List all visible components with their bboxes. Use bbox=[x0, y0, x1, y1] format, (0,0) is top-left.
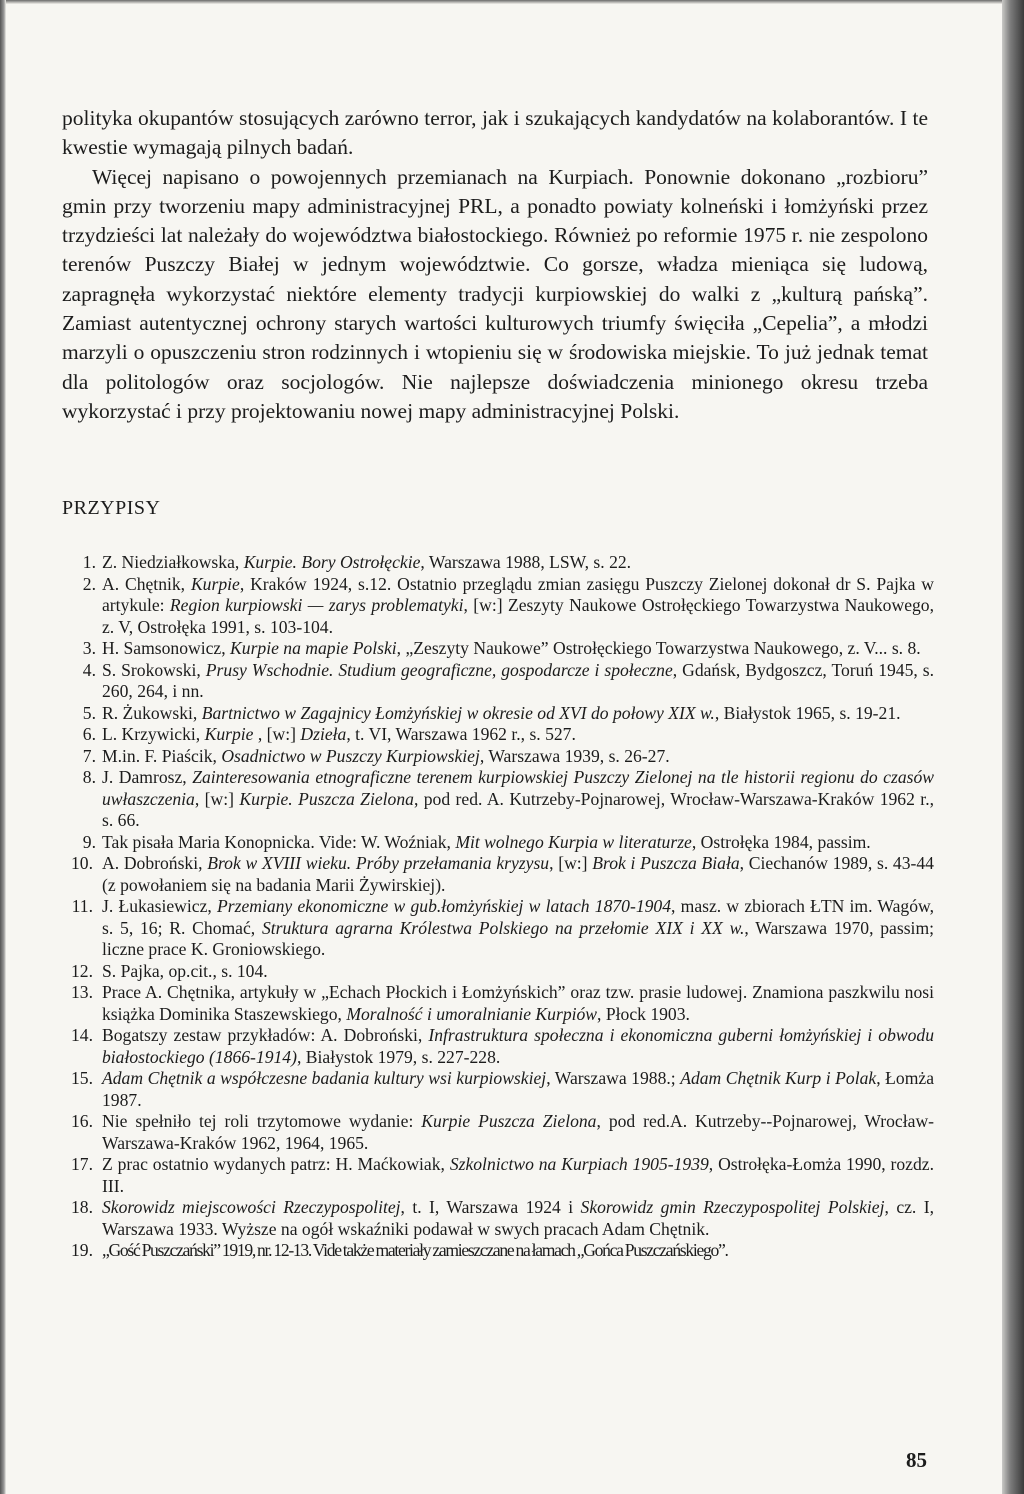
page-top-shadow bbox=[0, 0, 1002, 4]
footnote-segment: , cz. I, Warszawa 1933. Wyższe na ogół wskaźniki podawał w swych pracach Adam Chętnik. bbox=[102, 1197, 934, 1239]
footnote-segment: , [w:] bbox=[549, 853, 593, 873]
footnote-segment: , pod red.A. Kutrzeby--Pojnarowej, Wrocław-Warszawa-Kraków 1962, 1964, 1965. bbox=[102, 1111, 935, 1153]
footnote-title: Dzieła bbox=[300, 724, 347, 744]
footnote-segment: , [w:] Zeszyty Naukowe Ostrołęckiego Towarzystwa Naukowego, z. V, Ostrołęka 1991, s. 103-104. bbox=[102, 595, 934, 637]
footnote bbox=[62, 552, 934, 574]
footnote bbox=[62, 703, 934, 725]
footnote-segment: , Łomża 1987. bbox=[102, 1068, 934, 1110]
footnote bbox=[62, 724, 934, 746]
footnote-segment: , [w:] bbox=[253, 724, 301, 744]
footnote-segment: , Warszawa 1939, s. 26-27. bbox=[479, 745, 670, 766]
footnote bbox=[62, 638, 934, 660]
footnote-number: 1. bbox=[82, 552, 96, 572]
footnote-number: 7. bbox=[82, 745, 96, 766]
footnote bbox=[62, 853, 934, 896]
footnote-title: Kurpie. Puszcza Zielona bbox=[239, 788, 414, 809]
footnote-title: Przemiany ekonomiczne w gub.łomżyńskiej w latach 1870-1904 bbox=[217, 896, 672, 916]
footnote-number: 8. bbox=[82, 767, 96, 787]
footnote-text bbox=[102, 896, 934, 959]
footnote bbox=[62, 1197, 934, 1240]
footnote bbox=[62, 1068, 934, 1111]
footnote-title: Struktura agrarna Królestwa Polskiego na przełomie XIX i XX w. bbox=[261, 917, 745, 938]
footnote-segment: , Białystok 1965, s. 19-21. bbox=[714, 702, 901, 723]
footnote-segment: Z prac ostatnio wydanych patrz: H. Maćkowiak, bbox=[102, 1154, 450, 1174]
footnote-title: Adam Chętnik Kurp i Polak bbox=[680, 1068, 877, 1088]
footnote-number: 15. bbox=[71, 1068, 93, 1088]
footnote-text bbox=[102, 703, 901, 723]
footnote-text bbox=[102, 1025, 934, 1067]
footnote-number: 4. bbox=[82, 659, 96, 680]
footnote-title: Kurpie na mapie Polski bbox=[230, 638, 397, 658]
footnote-segment: , pod red. A. Kutrzeby-Pojnarowej, Wrocław-Warszawa-Kraków 1962 r., s. 66. bbox=[102, 788, 934, 830]
footnote-text bbox=[102, 1068, 934, 1110]
footnote-segment: Nie spełniło tej roli trzytomowe wydanie: bbox=[102, 1111, 422, 1131]
footnote-segment: , masz. w zbiorach ŁTN im. Wagów, s. 5, 16; R. Chomać, bbox=[102, 896, 934, 938]
footnote-text bbox=[102, 982, 934, 1024]
footnote-title: Region kurpiowski — zarys problematyki bbox=[169, 595, 464, 615]
footnote-text bbox=[102, 1240, 728, 1260]
footnote-number: 2. bbox=[82, 573, 96, 594]
footnote bbox=[62, 1025, 934, 1068]
footnote-title: Prusy Wschodnie. Studium geograficzne, gospodarcze i społeczne bbox=[205, 659, 673, 680]
footnotes-list bbox=[62, 552, 934, 1262]
page-number: 85 bbox=[906, 1448, 927, 1472]
footnote-text bbox=[102, 1154, 934, 1196]
footnote-segment: R. Żukowski, bbox=[102, 702, 202, 723]
footnote bbox=[62, 1154, 934, 1197]
footnote-text bbox=[102, 746, 670, 766]
page-left-shadow bbox=[0, 0, 6, 1494]
footnote-segment: S. Srokowski, bbox=[102, 659, 206, 680]
footnote-segment: , Warszawa 1970, passim; liczne prace K. Groniowskiego. bbox=[102, 917, 935, 959]
footnote-segment: , Ostrołęka-Łomża 1990, rozdz. III. bbox=[102, 1154, 934, 1196]
footnote bbox=[62, 1240, 934, 1262]
footnote bbox=[62, 961, 934, 983]
footnote-segment: , Gdańsk, Bydgoszcz, Toruń 1945, s. 260, 264, i nn. bbox=[102, 659, 934, 701]
footnote-segment: , t. VI, Warszawa 1962 r., s. 527. bbox=[346, 724, 576, 744]
footnote-segment: L. Krzywicki, bbox=[102, 724, 205, 744]
footnote-number: 16. bbox=[71, 1111, 93, 1131]
footnote-number: 10. bbox=[71, 853, 93, 873]
footnote-segment: , „Zeszyty Naukowe” Ostrołęckiego Towarzystwa Naukowego, z. V... s. 8. bbox=[396, 638, 921, 658]
footnote-text bbox=[102, 1111, 934, 1153]
footnote-number: 19. bbox=[71, 1240, 93, 1260]
footnote-text bbox=[102, 832, 871, 852]
footnote-segment: M.in. F. Piaścik, bbox=[102, 745, 222, 766]
footnote-segment: , Białystok 1979, s. 227-228. bbox=[296, 1046, 501, 1067]
footnote-number: 5. bbox=[82, 702, 96, 723]
footnote-segment: , Kraków 1924, s.12. Ostatnio przeglądu zmian zasięgu Puszczy Zielonej dokonał dr S. Pajka w artykule: bbox=[102, 573, 934, 615]
footnote-number: 9. bbox=[82, 831, 96, 852]
footnote-segment: H. Samsonowicz, bbox=[102, 638, 231, 658]
footnote-title: Adam Chętnik a współczesne badania kultury wsi kurpiowskiej bbox=[102, 1068, 547, 1088]
scan-edge bbox=[1002, 0, 1024, 1494]
footnotes-heading: PRZYPISY bbox=[62, 497, 161, 519]
footnote-segment: A. Chętnik, bbox=[102, 573, 191, 594]
footnote-text bbox=[102, 552, 631, 572]
paragraph-1: polityka okupantów stosujących zarówno terror, jak i szukających kandydatów na kolaborantów. I te kwestie wymagają pilnych badań. bbox=[62, 106, 928, 160]
footnote-segment: S. Pajka, op.cit., s. 104. bbox=[102, 960, 268, 981]
footnote bbox=[62, 767, 934, 832]
footnote-number: 11. bbox=[71, 896, 93, 916]
footnote-title: Infrastruktura społeczna i ekonomiczna guberni łomżyńskiej i obwodu białostockiego (1866-1914) bbox=[102, 1025, 934, 1067]
footnote-title: Brok w XVIII wieku. Próby przełamania kryzysu bbox=[207, 853, 550, 873]
footnote-title: Bartnictwo w Zagajnicy Łomżyńskiej w okresie od XVI do połowy XIX w. bbox=[201, 702, 715, 723]
footnote-title: Brok i Puszcza Biała bbox=[592, 853, 740, 873]
footnote-segment: , Płock 1903. bbox=[597, 1003, 690, 1024]
footnote bbox=[62, 1111, 934, 1154]
footnote-title: Kurpie Puszcza Zielona bbox=[421, 1111, 597, 1131]
footnote-text bbox=[102, 853, 934, 895]
footnote-segment: Prace A. Chętnika, artykuły w „Echach Płockich i Łomżyńskich” oraz tzw. prasie ludowej. Znamiona paszkwilu nosi książka Dominika Staszewskiego, bbox=[102, 982, 934, 1024]
footnote-segment: „Gość Puszczański” 1919, nr. 12-13. Vide także materiały zamieszczane na łamach „Gońca Puszczańskiego”. bbox=[102, 1240, 728, 1260]
footnote bbox=[62, 660, 934, 703]
footnote-number: 17. bbox=[71, 1154, 93, 1174]
footnote-segment: A. Dobroński, bbox=[102, 853, 208, 873]
footnote-segment: Z. Niedziałkowska, bbox=[102, 552, 244, 572]
footnote-title: Kurpie. Bory Ostrołęckie bbox=[243, 552, 421, 572]
footnote bbox=[62, 896, 934, 961]
footnote-text bbox=[102, 574, 934, 637]
footnote-number: 3. bbox=[82, 638, 96, 658]
footnote-number: 6. bbox=[82, 724, 96, 744]
footnote-segment: , Warszawa 1988, LSW, s. 22. bbox=[420, 552, 632, 572]
footnote-title: Szkolnictwo na Kurpiach 1905-1939 bbox=[449, 1154, 709, 1174]
footnote-segment: , t. I, Warszawa 1924 i bbox=[400, 1197, 581, 1217]
footnote-title: Zainteresowania etnograficzne terenem kurpiowskiej Puszczy Zielonej na tle historii regionu do czasów uwłaszczenia bbox=[102, 767, 934, 809]
footnote-title: Osadnictwo w Puszczy Kurpiowskiej bbox=[221, 745, 480, 766]
footnote-title: Moralność i umoralnianie Kurpiów bbox=[346, 1003, 598, 1024]
footnote-segment: Tak pisała Maria Konopnicka. Vide: W. Woźniak, bbox=[102, 831, 456, 852]
footnote-text bbox=[102, 1197, 934, 1239]
footnote-title: Skorowidz gmin Rzeczypospolitej Polskiej bbox=[580, 1197, 885, 1217]
footnote bbox=[62, 746, 934, 768]
footnote bbox=[62, 982, 934, 1025]
footnote-text bbox=[102, 660, 934, 702]
footnote-text bbox=[102, 724, 576, 744]
footnote-segment: , Ostrołęka 1984, passim. bbox=[691, 831, 871, 852]
footnote bbox=[62, 574, 934, 639]
footnote-segment: J. Łukasiewicz, bbox=[102, 896, 217, 916]
footnote-text bbox=[102, 961, 268, 981]
footnote-segment: J. Damrosz, bbox=[102, 767, 193, 787]
footnote-number: 14. bbox=[71, 1025, 93, 1045]
footnote bbox=[62, 832, 934, 854]
footnote-segment: , [w:] bbox=[194, 788, 240, 809]
footnote-text bbox=[102, 638, 921, 658]
footnote-segment: Bogatszy zestaw przykładów: A. Dobroński, bbox=[102, 1025, 429, 1045]
main-text bbox=[62, 104, 928, 426]
paragraph-2: Więcej napisano o powojennych przemianach na Kurpiach. Ponownie dokonano „rozbioru” gmin przy tworzeniu mapy administracyjnej PRL, a ponadto powiaty kolneński i łomżyński przez trzydzieści lat należały do województwa białostockiego. Również po reformie 1975 r. nie zespolono terenów Puszczy Białej w jednym województwie. Co gorsze, władza mieniąca się ludową, zapragnęła wykorzystać niektóre elementy tradycji kurpiowskiej do walki z „kulturą pańską”. Zamiast autentycznej ochrony starych wartości kulturowych triumfy święciła „Cepelia”, a młodzi marzyli o opuszczeniu stron rodzinnych i wtopieniu się w środowiska miejskie. To już jednak temat dla politologów oraz socjologów. Nie najlepsze doświadczenia minionego okresu trzeba wykorzystać i przy projektowaniu nowej mapy administracyjnej Polski. bbox=[62, 164, 928, 423]
footnote-segment: , Warszawa 1988.; bbox=[546, 1068, 681, 1088]
footnote-segment: , Ciechanów 1989, s. 43-44 (z powołaniem się na badania Marii Żywirskiej). bbox=[102, 853, 934, 895]
footnote-text bbox=[102, 767, 934, 830]
footnote-title: Mit wolnego Kurpia w literaturze bbox=[455, 831, 692, 852]
footnote-title: Kurpie bbox=[204, 724, 254, 744]
footnote-title: Kurpie bbox=[190, 573, 240, 594]
footnote-number: 18. bbox=[71, 1197, 93, 1217]
footnote-number: 13. bbox=[71, 982, 93, 1002]
footnote-title: Skorowidz miejscowości Rzeczypospolitej bbox=[102, 1197, 401, 1217]
footnote-number: 12. bbox=[71, 960, 93, 981]
